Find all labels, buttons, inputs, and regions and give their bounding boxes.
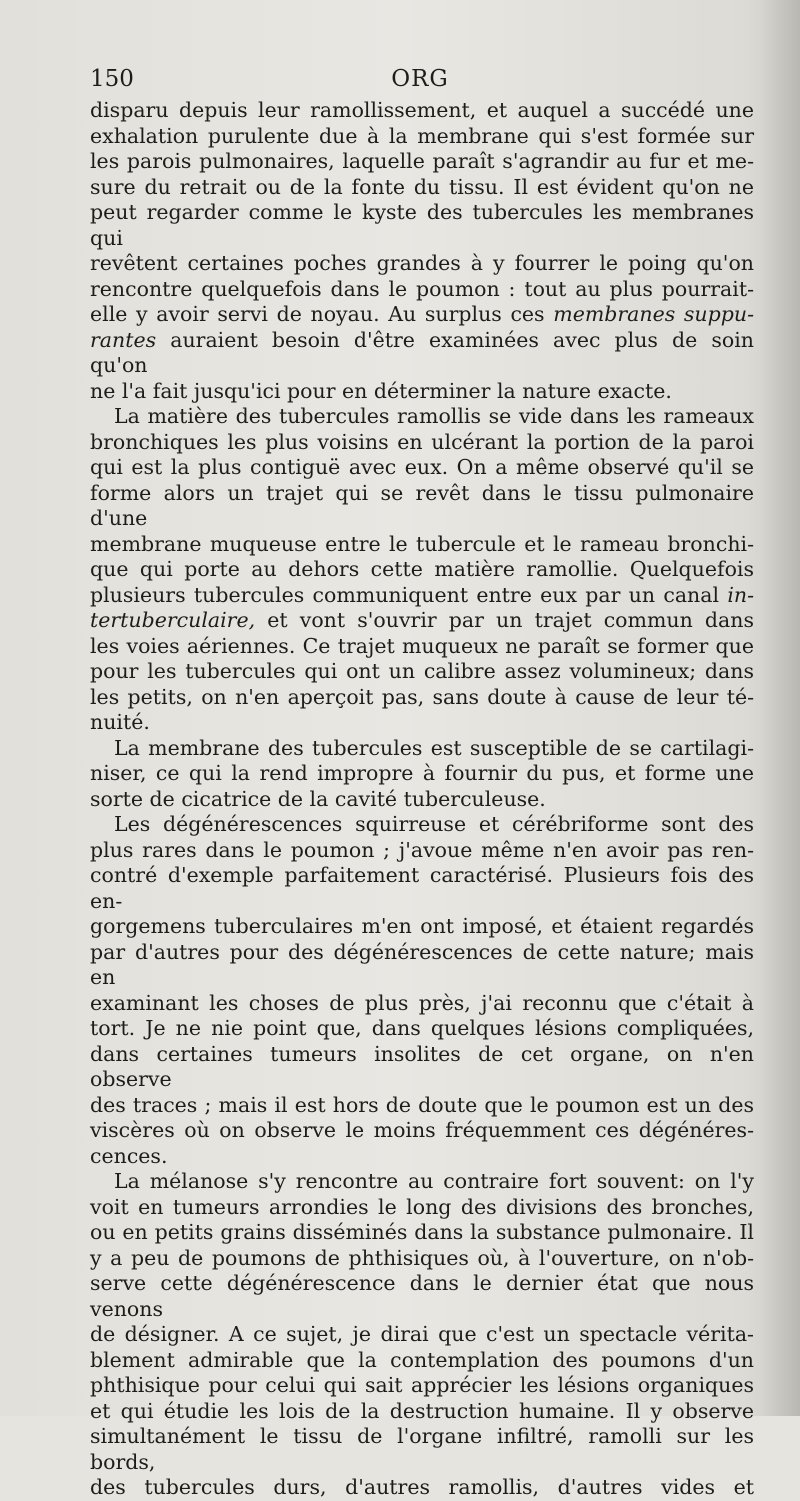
text-line <box>90 328 754 379</box>
page-edge-shadow <box>760 0 800 1416</box>
text-line: bronchiques les plus voisins en ulcérant la portion de la paroi <box>90 429 754 454</box>
text-line: plus rares dans le poumon ; j'avoue même n'en avoir pas ren- <box>90 837 754 862</box>
text-line: cences. <box>90 1143 168 1168</box>
text-line: ne l'a fait jusqu'ici pour en déterminer la nature exacte. <box>90 378 672 403</box>
text-line: rencontre quelquefois dans le poumon : tout au plus pourrait- <box>90 276 754 301</box>
text-line: les petits, on n'en aperçoit pas, sans doute à cause de leur té- <box>90 684 754 709</box>
line-segment: auraient besoin d'être examinées avec plus de soin qu'on <box>90 327 754 377</box>
text-line: Les dégénérescences squirreuse et cérébriforme sont des <box>114 812 754 836</box>
text-line: et qui étudie les lois de la destruction humaine. Il y observe <box>90 1398 754 1423</box>
text-line: sure du retrait ou de la fonte du tissu. Il est évident qu'on ne <box>90 174 754 199</box>
text-line: pour les tubercules qui ont un calibre assez volumineux; dans <box>90 659 754 683</box>
text-line: contré d'exemple parfaitement caractérisé. Plusieurs fois des en- <box>90 863 754 913</box>
running-head: ORG <box>391 66 449 92</box>
text-line: exhalation purulente due à la membrane qui s'est formée sur <box>90 123 754 148</box>
text-line: niser, ce qui la rend impropre à fournir du pus, et forme une <box>90 761 754 785</box>
italic-term: tertuberculaire, <box>90 608 256 632</box>
text-line <box>90 583 754 609</box>
text-line: sorte de cicatrice de la cavité tuberculeuse. <box>90 786 546 811</box>
text-line: La mélanose s'y rencontre au contraire fort souvent: on l'y <box>114 1169 754 1193</box>
text-line: y a peu de poumons de phthisiques où, à l'ouverture, on n'ob- <box>90 1245 754 1270</box>
text-line: les parois pulmonaires, laquelle paraît s'agrandir au fur et me- <box>90 149 754 173</box>
text-line: qui est la plus contiguë avec eux. On a même observé qu'il se <box>90 455 754 479</box>
text-line: dans certaines tumeurs insolites de cet organe, on n'en observe <box>90 1041 754 1091</box>
text-line: serve cette dégénérescence dans le dernier état que nous venons <box>90 1271 754 1321</box>
page-header <box>90 66 750 98</box>
line-segment: plusieurs tubercules communiquent entre eux par un canal <box>90 582 720 607</box>
italic-term: in- <box>727 582 754 607</box>
text-line: simultanément le tissu de l'organe infiltré, ramolli sur les bords, <box>90 1424 754 1474</box>
text-line: voit en tumeurs arrondies le long des divisions des bronches, <box>90 1194 754 1219</box>
line-segment: et vont s'ouvrir par un trajet commun dans <box>267 608 754 632</box>
text-line: de désigner. A ce sujet, je dirai que c'est un spectacle vérita- <box>90 1322 754 1346</box>
text-line: ou en petits grains disséminés dans la substance pulmonaire. Il <box>90 1220 754 1244</box>
text-line: par d'autres pour des dégénérescences de cette nature; mais en <box>90 939 754 989</box>
text-line: des tubercules durs, d'autres ramollis, d'autres vides et <box>90 1475 754 1499</box>
text-line: les voies aériennes. Ce trajet muqueux ne paraît se former que <box>90 633 754 658</box>
italic-term: rantes <box>90 327 157 352</box>
text-line <box>90 302 754 328</box>
text-line: La matière des tubercules ramollis se vide dans les rameaux <box>114 404 754 428</box>
body-text <box>90 98 754 1501</box>
text-line: disparu depuis leur ramollissement, et auquel a succédé une <box>90 98 754 122</box>
text-line: La membrane des tubercules est susceptible de se cartilagi- <box>114 735 754 760</box>
text-line: nuité. <box>90 710 150 734</box>
text-line: tort. Je ne nie point que, dans quelques lésions compliquées, <box>90 1016 754 1040</box>
line-segment: elle y avoir servi de noyau. Au surplus ces <box>90 302 545 326</box>
text-line: gorgemens tuberculaires m'en ont imposé, et étaient regardés <box>90 914 754 938</box>
italic-term: membranes suppu- <box>553 302 755 326</box>
text-line: peut regarder comme le kyste des tubercules les membranes qui <box>90 200 754 250</box>
text-line: revêtent certaines poches grandes à y fourrer le poing qu'on <box>90 251 754 275</box>
text-line: forme alors un trajet qui se revêt dans le tissu pulmonaire d'une <box>90 480 754 530</box>
text-line: des traces ; mais il est hors de doute que le poumon est un des <box>90 1092 754 1117</box>
text-line: phthisique pour celui qui sait apprécier les lésions organiques <box>90 1373 754 1397</box>
text-line: membrane muqueuse entre le tubercule et le rameau bronchi- <box>90 531 754 556</box>
text-line: que qui porte au dehors cette matière ramollie. Quelquefois <box>90 557 754 581</box>
text-line <box>90 608 754 634</box>
page-number: 150 <box>90 66 134 92</box>
text-line: blement admirable que la contemplation des poumons d'un <box>90 1347 754 1372</box>
text-line: examinant les choses de plus près, j'ai reconnu que c'était à <box>90 990 754 1015</box>
text-line: viscères où on observe le moins fréquemment ces dégénéres- <box>90 1118 754 1142</box>
